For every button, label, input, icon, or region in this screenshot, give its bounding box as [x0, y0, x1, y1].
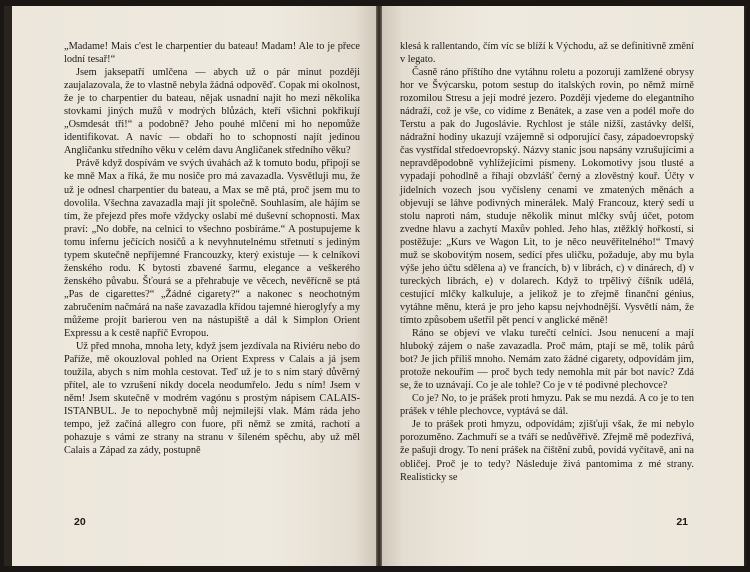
- paragraph: Co je? No, to je prášek proti hmyzu. Pak se mu nezdá. A co je to ten prášek v téhle plechovce, vyptává se dál.: [400, 393, 694, 418]
- paragraph: Ráno se objeví ve vlaku turečtí celníci. Jsou nenucení a mají hluboký zájem o naše zavazadla. Proč mám, ptají se mě, tolik párů bot? Je jich příliš mnoho. Nemám zato žádné cigarety, odpovídám jim, protože nekouřím — proč bych tedy nemohla mít pár bot navíc? Zdá se, že to uznávají. Co je ale tohle? Co je v té podivné plechovce?: [400, 328, 694, 392]
- left-page-text: [64, 40, 360, 458]
- left-page: [12, 6, 376, 566]
- paragraph: klesá k rallentando, čím víc se blíží k Východu, až se definitivně změní v legato.: [400, 41, 694, 66]
- book-spread: [4, 6, 746, 566]
- right-page: [382, 6, 744, 566]
- paragraph: Už před mnoha, mnoha lety, když jsem jezdívala na Riviéru nebo do Paříže, mě okouzloval pohled na Orient Express v Calais a já jsem toužila, abych s ním mohla cestovat. Teď už je to s ním starý důvěrný přítel, ale to vzrušení nikdy docela neodumřelo. Jedu s ním! Jsem v něm! Jsem skutečně v modrém vagónu s prostým nápisem CALAIS-ISTANBUL. Je to nepochybně můj nejmilejší vlak. Mám ráda jeho tempo, jež začíná allegro con fuore, při němž se zmítá, rachotí a pohazuje s vámi ze strany na stranu v šíleném spěchu, aby už měl Calais a Západ za zády, postupně: [64, 341, 360, 457]
- paragraph: Právě když dospívám ve svých úvahách až k tomuto bodu, připojí se ke mně Max a říká, že mu nosiče pro má zavazadla. Vysvětluji mu, že už je odnesl charpentier du bateau, a Max se mě ptá, proč jsem mu to dovolila. Všechna zavazadla mají jít společně. Souhlasím, ale hájím se tím, že přejezd přes moře vždycky oslabí mé duševní schopnosti. Max praví: „No dobře, na celnici to všechno posbíráme.“ A postupujeme k tomu infernu ječících nosičů a k nevyhnutelnému střetnutí s jediným typem skutečně nepříjemné Francouzky, který existuje — k celníkovi ženského rodu. K bytosti zbavené šarmu, elegance a veškerého ženského půvabu. Šťourá se a přehrabuje ve věcech, nevěřícně se ptá „Pas de cigarettes?“ „Žádné cigarety?“ a nakonec s neochotným zabručením načmárá na naše zavazadla křídou tajemné hieroglyfy a my můžeme projít barierou ven na nástupiště a dál k Simplon Orient Expressu a k cestě napříč Evropou.: [64, 158, 360, 340]
- page-number: 20: [74, 516, 86, 528]
- right-page-text: [400, 40, 694, 484]
- paragraph: Časně ráno příštího dne vytáhnu roletu a pozoruji zamlžené obrysy hor ve Švýcarsku, potom sestup do italských rovin, po němž mírně rozomilou Stresu a její modré jezero. Později vjedeme do elegantního nádraží, což je vše, co vidíme z Benátek, a zase ven a podél moře do Terstu a pak do Jugoslávie. Rychlost je stále nižší, zastávky delší, nádražní hodiny ukazují vzájemně si odporující časy, západoevropský čas vystřídal středoevropský. Názvy stanic jsou napsány vzrušujícími a nepravděpodobně vyhlížejícími písmeny. Lokomotivy jsou tlusté a vypadají pohodlně a říhají obzvlášť černý a zlověstný kouř. Účty v jídelních vozech jsou vyčísleny cenami ve zmatených měnách a objevují se láhve podivných minerálek. Malý Francouz, který sedí u stolu naproti nám, studuje několik minut mlčky svůj účet, potom zvedne hlavu a zachytí Maxův pohled. Jeho hlas, ztěžklý hořkostí, si postěžuje: „Kurs ve Wagon Lit, to je něco neuvěřitelného!“ Tmavý muž se skobovitým nosem, sedící přes uličku, požaduje, aby mu byla výše jeho účtu sdělena a) ve francích, b) v librách, c) v dinárech, d) v tureckých librách, e) v dolarech. Když to trpělivý číšník udělá, cestující mlčky kalkuluje, a jelikož je to zřejmě finanční génius, vytáhne měnu, která je pro jeho kapsu nejvhodnější. Vysvětlí nám, že tímto způsobem ušetřil pět pencí v anglické měně!: [400, 67, 694, 326]
- page-number: 21: [676, 516, 688, 528]
- paragraph: Je to prášek proti hmyzu, odpovídám; zjišťuji však, že mi nebylo porozuměno. Zachmuří se a tváří se nedůvěřivě. Zřejmě mě podezřívá, že pašuji drogy. To není prášek na čištění zubů, povídá vyčítavě, ani na obličej. Proč je to tedy? Následuje živá pantomima z mé strany. Realisticky se: [400, 419, 694, 483]
- paragraph: „Madame! Mais c'est le charpentier du bateau! Madam! Ale to je přece lodní tesař!“: [64, 41, 360, 66]
- paragraph: Jsem jaksepatří umlčena — abych už o pár minut později zaujalazovala, že to vlastně nebyla žádná odpověď. Copak mi okolnost, že je to charpentier du bateau, nějak usnadní najít ho mezi několika stovkami jiných mužů v modrých blůzách, kteří všichni pokřikují „Osmdesát tři!“ a podobně? Jeho pouhé mlčení mi ho nepomůže identifikovat. A navíc — obdaří ho to schopností najít jedinou Angličanku středního věku v celém davu Angličanek středního věku?: [64, 67, 360, 157]
